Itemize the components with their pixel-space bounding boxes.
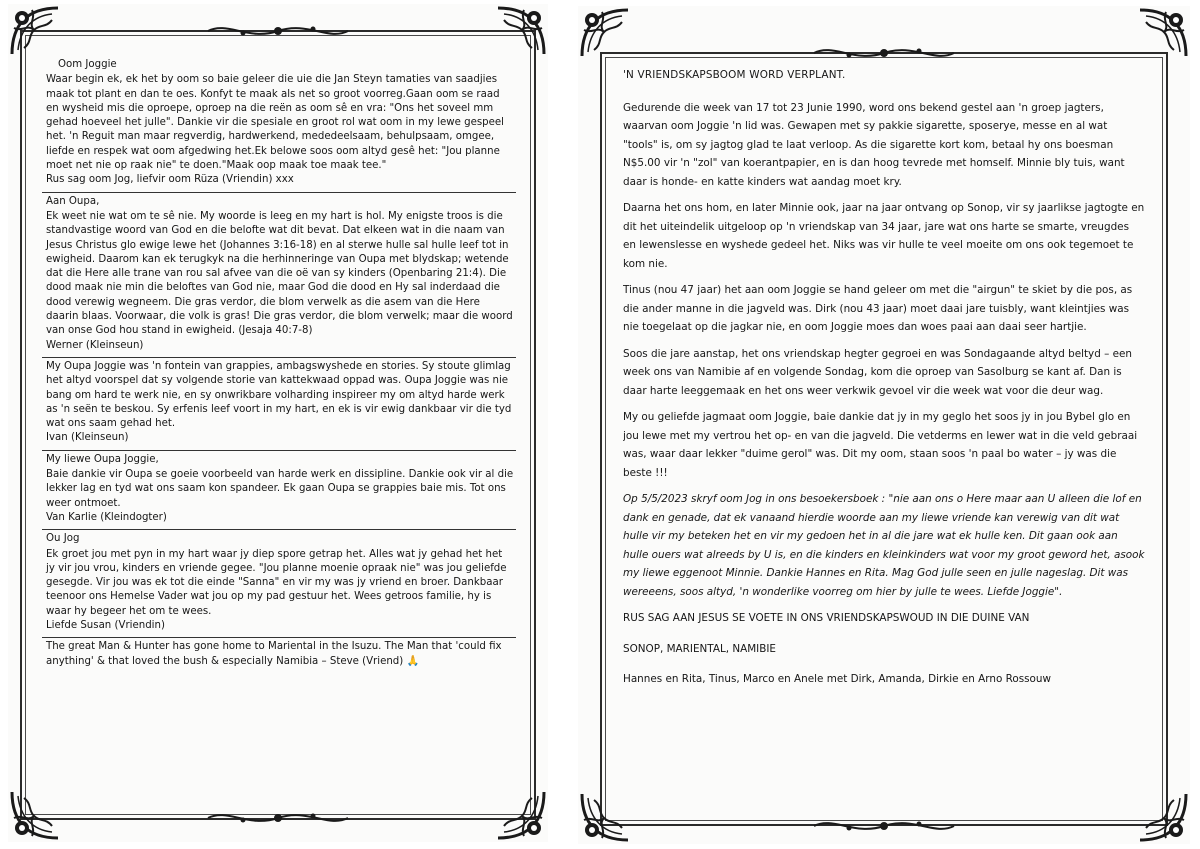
flourish-ornament-icon bbox=[578, 6, 632, 60]
letter-paragraph: Gedurende die week van 17 tot 23 Junie 1990, word ons bekend gestel aan 'n groep jagters, waarvan oom Joggie 'n lid was. Gewapen met sy pakkie sigarette, sposerye, messe en al wat "tools" is, om sy jagtog glad te laat verloop. As die sigarette kort kom, betaal hy ons boesman N$5.00 vir 'n "zol" van koerantpapier, en is dan hoog tevrede met homself. Minnie bly tuis, want daar is honde- en katte kinders wat aandag moet kry. bbox=[623, 101, 1125, 188]
flourish-ornament-icon bbox=[8, 4, 62, 58]
left-page bbox=[8, 4, 548, 842]
scroll-ornament-icon bbox=[809, 816, 959, 836]
tribute-block bbox=[42, 193, 516, 358]
tribute-signature: Van Karlie (Kleindogter) bbox=[46, 511, 167, 523]
scroll-ornament-icon bbox=[203, 21, 353, 41]
scroll-ornament-icon bbox=[203, 808, 353, 828]
flourish-ornament-icon bbox=[1136, 790, 1190, 844]
tribute-salutation: Ou Jog bbox=[46, 533, 80, 545]
tribute-body: Baie dankie vir Oupa se goeie voorbeeld van harde werk en dissipline. Dankie ook vir al die lekker lag en tyd wat ons saam kon spandeer. Ek gaan Oupa se grappies baie mis. Tot ons weer ontmoet. bbox=[46, 469, 514, 509]
letter-paragraph: Daarna het ons hom, en later Minnie ook, jaar na jaar ontvang op Sonop, vir sy jaarlikse jagtogte en dit het uiteindelik uitgeloop op 'n vriendskap van 34 jaar, jare wat ons harte se smarte, vreugdes en lewenslesse en wyshede gedeel het. Niks was vir hulle te veel moeite om ons ook tegemoet te kom nie. bbox=[623, 202, 1145, 270]
tribute-block bbox=[42, 358, 516, 451]
tribute-salutation: Aan Oupa, bbox=[46, 195, 100, 207]
tribute-body: Ek groet jou met pyn in my hart waar jy diep spore getrap het. Alles wat jy gehad het het jy vir jou vrou, kinders en vriende gegee. "Jou planne moenie opraak nie" was jou geliefde gesegde. Vir jou was ek tot die einde "Sanna" en vir my was jy vriend en broer. Dankbaar teenoor ons Hemelse Vader wat jou op my pad gestuur het. Wees getroos familie, hy is waar hy begeer het om te wees. bbox=[46, 548, 507, 617]
scroll-ornament-icon bbox=[809, 43, 959, 63]
right-page bbox=[578, 6, 1190, 844]
flourish-ornament-icon bbox=[494, 788, 548, 842]
flourish-ornament-icon bbox=[578, 790, 632, 844]
letter-paragraph: Tinus (nou 47 jaar) het aan oom Joggie se hand geleer om met die "airgun" te skiet by die pos, as die ander manne in die jagveld was. Dirk (nou 43 jaar) moet daai jare tuisbly, want kleintjies was nie toegelaat op die jagkar nie, en oom Joggie moes dan woes paai aan daai seer hartjie. bbox=[623, 284, 1133, 333]
letter-paragraph: My ou geliefde jagmaat oom Joggie, baie dankie dat jy in my geglo het soos jy in jou Bybel glo en jou lewe met my vertrou het op- en van die jagveld. Die vetderms en lewer wat in die veld gebraai was, waar daar lekker "duime gerol" was. Dit my oom, staan soos 'n paal bo water – jy was die beste !!! bbox=[623, 411, 1138, 479]
tribute-signature: Liefde Susan (Vriendin) bbox=[46, 619, 165, 631]
tribute-block bbox=[42, 56, 516, 193]
tribute-block bbox=[42, 638, 516, 673]
flourish-ornament-icon bbox=[494, 4, 548, 58]
tribute-signature: Ivan (Kleinseun) bbox=[46, 432, 129, 444]
tribute-salutation: My liewe Oupa Joggie, bbox=[46, 453, 159, 465]
tribute-body: The great Man & Hunter has gone home to Mariental in the Isuzu. The Man that 'could fix anything' & that loved the bush & especially Namibia – Steve (Vriend) 🙏 bbox=[46, 641, 502, 667]
letter-column bbox=[623, 64, 1145, 804]
tribute-salutation: Oom Joggie bbox=[58, 59, 117, 70]
letter-title: 'N VRIENDSKAPSBOOM WORD VERPLANT. bbox=[623, 69, 846, 81]
letter-paragraph: Soos die jare aanstap, het ons vriendskap hegter gegroei en was Sondagaande altyd beltyd – een week ons van Namibie af en volgende Sondag, kom die oproep van Sasolburg se kant af. Dan is daar harte leeggemaak en het ons weer verkwik gevoel vir die week wat voor die deur wag. bbox=[623, 347, 1132, 397]
flourish-ornament-icon bbox=[8, 788, 62, 842]
flourish-ornament-icon bbox=[1136, 6, 1190, 60]
tribute-signature: Rus sag oom Jog, liefvir oom Rüza (Vriendin) xxx bbox=[46, 174, 294, 186]
signatories: Hannes en Rita, Tinus, Marco en Anele met Dirk, Amanda, Dirkie en Arno Rossouw bbox=[623, 673, 1051, 685]
tribute-body: My Oupa Joggie was 'n fontein van grappies, ambagswyshede en stories. Sy stoute glimlag het altyd voorspel dat sy volgende storie van kattekwaad oppad was. Oupa Joggie was nie bang om hard te werk nie, en sy onwrikbare volharding inspireer my om altyd harde werk as 'n seën te beskou. Sy erfenis leef voort in my hart, en ek is vir ewig dankbaar vir die tyd wat ons saam gehad het. bbox=[46, 360, 512, 430]
tribute-block bbox=[42, 451, 516, 530]
closing-location: SONOP, MARIENTAL, NAMIBIE bbox=[623, 642, 777, 655]
guestbook-quote: Op 5/5/2023 skryf oom Jog in ons besoekersboek : "nie aan ons o Here maar aan U alleen die lof en dank en genade, dat ek vanaand hierdie woorde aan my liewe vriende kan verewig van dit wat hulle vir my beteken het en vir my gedoen het in al die jare wat ek hulle ken. Dit gaan ook aan hulle ouers wat alreeds by U is, en die kinders en kleinkinders wat voor my groot geword het, asook my liewe eggenoot Minnie. Dankie Hannes en Rita. Mag God julle seen en julle nageslag. Dit was wereeens, soos altyd, 'n wonderlike voorreg om hier by julle te wees. Liefde Joggie". bbox=[623, 493, 1145, 598]
closing-line: RUS SAG AAN JESUS SE VOETE IN ONS VRIENDSKAPSWOUD IN DIE DUINE VAN bbox=[623, 612, 1030, 624]
tributes-column bbox=[42, 56, 516, 818]
tribute-signature: Werner (Kleinseun) bbox=[46, 339, 144, 351]
tribute-body: Ek weet nie wat om te sê nie. My woorde is leeg en my hart is hol. My enigste troos is die standvastige woord van God en die belofte wat dit bevat. Dat elkeen wat in die naam van Jesus Christus glo ewige lewe het (Johannes 3:16-18) en al sterwe hulle sal hulle leef tot in ewigheid. Daarom kan ek terugkyk na die herhinneringe van Oupa met blydskap; wetende dat die Here alle trane van rou sal afvee van die oë van sy kinders (Openbaring 21:4). Die dood maak nie min die beloftes van God nie, maar God die dood en Hy sal inderdaad die dood verewig wegneem. Die gras verdor, die blom verwelk as die asem van die Here daarin blaas. Voorwaar, die volk is gras! Die gras verdor, die blom verwelk; maar die woord van onse God hou stand in ewigheid. (Jesaja 40:7-8) bbox=[46, 210, 513, 337]
tribute-body: Waar begin ek, ek het by oom so baie geleer die uie die Jan Steyn tamaties van saadjies maak tot plant en dan te oes. Konfyt te maak als net so groot voorreg.Gaan oom se raad en wysheid mis die oproepe, oproep na die reën as oom sê en vra: "Ons het soveel mm gehad hoeveel het julle". Dankie vir die spesiale en groot rol wat oom in my lewe gespeel het. 'n Reguit man maar regverdig, hardwerkend, mededeelsaam, behulpsaam, omgee, liefde en respek wat oom afgedwing het.Ek belowe soos oom altyd gesê het: "Jou planne moet net nie op raak nie" te doen."Maak oop maak toe maak tee." bbox=[46, 74, 505, 172]
tribute-block bbox=[42, 530, 516, 638]
